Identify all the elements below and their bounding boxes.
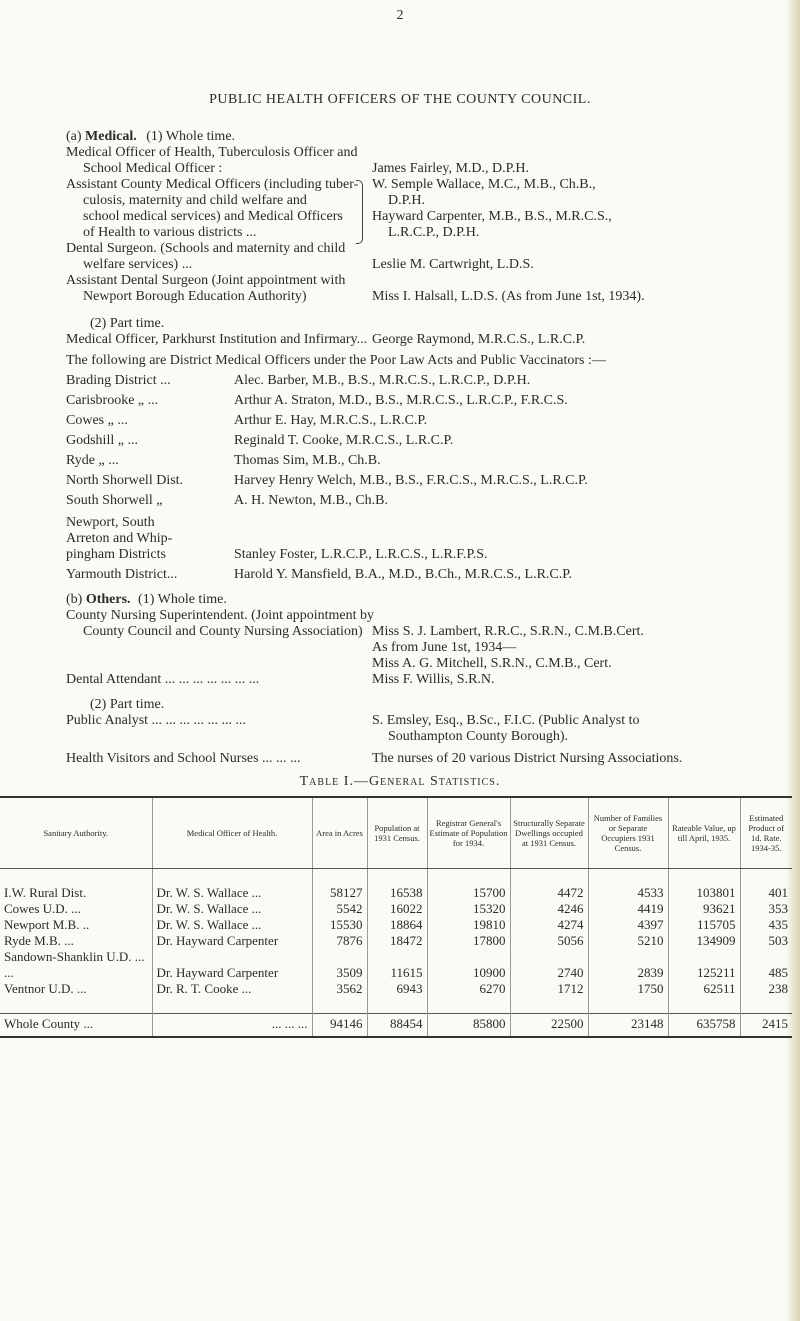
moh-title-line1: Medical Officer of Health, Tuberculosis Officer and (66, 145, 358, 160)
parkhurst-name: George Raymond, M.R.C.S., L.R.C.P. (372, 332, 586, 347)
table-cell: 635758 (668, 1014, 740, 1038)
medical-label: Medical. (85, 129, 137, 144)
yarmouth-district: Yarmouth District... (66, 567, 178, 582)
page-title: PUBLIC HEALTH OFFICERS OF THE COUNTY COUNCIL. (209, 92, 591, 107)
table-cell: 238 (740, 981, 792, 997)
asst-dental-name: Miss I. Halsall, L.D.S. (As from June 1st, 1934). (372, 289, 645, 304)
table-row (0, 917, 792, 933)
page-number: 2 (396, 8, 404, 23)
table-cell: 4274 (510, 917, 588, 933)
dental-title-line2: welfare services) ... (83, 257, 193, 272)
table-cell: Newport M.B. .. (4, 917, 90, 932)
newport-district-line3: pingham Districts (66, 547, 166, 562)
asst-title-line2: culosis, maternity and child welfare and (83, 193, 307, 208)
health-visitors-name: The nurses of 20 various District Nursing Associations. (372, 751, 683, 766)
parkhurst-title: Medical Officer, Parkhurst Institution and Infirmary... (66, 332, 368, 347)
spacer-row (0, 997, 792, 1014)
others-part-time-label: (2) Part time. (90, 697, 165, 712)
table-cell: 435 (740, 917, 792, 933)
section-a-label: (a) (66, 129, 82, 144)
table-title: Table I.—General Statistics. (299, 774, 501, 789)
asst-title-line4: of Health to various districts ... (83, 225, 257, 240)
column-header: Number of Families or Separate Occupiers 1931 Census. (588, 797, 668, 869)
table-cell: 353 (740, 901, 792, 917)
cns-name2: As from June 1st, 1934— (372, 640, 517, 655)
table-cell: 503 (740, 933, 792, 949)
spacer-row (0, 869, 792, 886)
district-name: Godshill „ ... (66, 433, 138, 448)
table-cell: Dr. W. S. Wallace ... (152, 885, 312, 901)
table-cell: 2839 (588, 949, 668, 981)
table-cell: Ryde M.B. ... (4, 933, 74, 948)
asst-dental-line1: Assistant Dental Surgeon (Joint appointment with (66, 273, 346, 288)
table-cell: 125211 (668, 949, 740, 981)
table-row (0, 981, 792, 997)
table-row (0, 901, 792, 917)
table-cell: 88454 (367, 1014, 427, 1038)
table-cell: 1712 (510, 981, 588, 997)
column-header: Area in Acres (312, 797, 367, 869)
general-statistics-table (0, 796, 792, 1038)
table-cell: 485 (740, 949, 792, 981)
section-b-label: (b) (66, 592, 83, 607)
table-row (0, 949, 792, 981)
district-officer: Reginald T. Cooke, M.R.C.S., L.R.C.P. (234, 433, 454, 448)
table-cell: 4533 (588, 885, 668, 901)
dental-attendant-title: Dental Attendant ... ... ... ... ... ... ... (66, 672, 260, 687)
district-officer: A. H. Newton, M.B., Ch.B. (234, 493, 389, 508)
section-b-heading (66, 592, 227, 608)
table-cell: 15320 (427, 901, 510, 917)
moh-name: James Fairley, M.D., D.P.H. (372, 161, 529, 176)
table-cell: 134909 (668, 933, 740, 949)
column-header: Structurally Separate Dwellings occupied at 1931 Census. (510, 797, 588, 869)
table-cell: 85800 (427, 1014, 510, 1038)
column-header: Rateable Value, up till April, 1935. (668, 797, 740, 869)
table-cell: 15530 (312, 917, 367, 933)
table-cell: 10900 (427, 949, 510, 981)
table-cell: Dr. W. S. Wallace ... (152, 917, 312, 933)
column-header: Sanitary Authority. (0, 797, 152, 869)
table-cell: Sandown-Shanklin U.D. ... ... (4, 949, 145, 980)
cns-title-line1: County Nursing Superintendent. (Joint appointment by (66, 608, 374, 623)
table-cell: 3509 (312, 949, 367, 981)
table-row (0, 885, 792, 901)
table-cell: 5210 (588, 933, 668, 949)
asst-title-line3: school medical services) and Medical Officers (83, 209, 343, 224)
district-officer: Alec. Barber, M.B., B.S., M.R.C.S., L.R.C.P., D.P.H. (234, 373, 531, 388)
table-cell: 62511 (668, 981, 740, 997)
whole-time-label: (1) Whole time. (138, 592, 227, 607)
table-cell: Dr. R. T. Cooke ... (152, 981, 312, 997)
column-header: Medical Officer of Health. (152, 797, 312, 869)
part-time-label: (2) Part time. (90, 316, 165, 331)
analyst-name2: Southampton County Borough). (388, 729, 569, 744)
cns-name1: Miss S. J. Lambert, R.R.C., S.R.N., C.M.B.Cert. (372, 624, 644, 639)
table-cell: Dr. Hayward Carpenter (152, 933, 312, 949)
table-cell: 15700 (427, 885, 510, 901)
district-officer: Arthur E. Hay, M.R.C.S., L.R.C.P. (234, 413, 428, 428)
newport-district-line1: Newport, South (66, 515, 155, 530)
cns-title-line2: County Council and County Nursing Association) (83, 624, 363, 639)
asst-name1b: D.P.H. (388, 193, 425, 208)
district-name: Carisbrooke „ ... (66, 393, 159, 408)
table-cell: Ventnor U.D. ... (4, 981, 87, 996)
district-officer: Harvey Henry Welch, M.B., B.S., F.R.C.S., M.R.C.S., L.R.C.P. (234, 473, 588, 488)
table-cell: 18472 (367, 933, 427, 949)
table-cell: ... ... ... (152, 1014, 312, 1038)
table-row (0, 933, 792, 949)
table-cell: Whole County ... (0, 1014, 152, 1038)
column-header: Estimated Product of 1d. Rate. 1934-35. (740, 797, 792, 869)
health-visitors-title: Health Visitors and School Nurses ... ... ... (66, 751, 301, 766)
district-name: Brading District ... (66, 373, 171, 388)
table-cell: 94146 (312, 1014, 367, 1038)
asst-title-line1: Assistant County Medical Officers (including tuber- (66, 177, 359, 192)
yarmouth-officer: Harold Y. Mansfield, B.A., M.D., B.Ch., M.R.C.S., L.R.C.P. (234, 567, 572, 582)
table-cell: 115705 (668, 917, 740, 933)
table-cell: Cowes U.D. ... (4, 901, 81, 916)
table-cell: 1750 (588, 981, 668, 997)
table-cell: 4472 (510, 885, 588, 901)
table-cell: 2740 (510, 949, 588, 981)
district-name: South Shorwell „ (66, 493, 163, 508)
analyst-title: Public Analyst ... ... ... ... ... ... ... (66, 713, 247, 728)
column-header: Population at 1931 Census. (367, 797, 427, 869)
table-cell: 2415 (740, 1014, 792, 1038)
asst-name2b: L.R.C.P., D.P.H. (388, 225, 480, 240)
column-header: Registrar General's Estimate of Population for 1934. (427, 797, 510, 869)
asst-name1a: W. Semple Wallace, M.C., M.B., Ch.B., (372, 177, 596, 192)
newport-district-line2: Arreton and Whip- (66, 531, 173, 546)
page-edge-shadow (786, 0, 800, 1321)
table-cell: 93621 (668, 901, 740, 917)
table-cell: 18864 (367, 917, 427, 933)
table-cell: 4419 (588, 901, 668, 917)
moh-title-line2: School Medical Officer : (83, 161, 223, 176)
district-name: Cowes „ ... (66, 413, 128, 428)
district-name: North Shorwell Dist. (66, 473, 184, 488)
district-intro: The following are District Medical Officers under the Poor Law Acts and Public Vaccinators :— (66, 353, 606, 368)
asst-name2a: Hayward Carpenter, M.B., B.S., M.R.C.S., (372, 209, 612, 224)
newport-officer: Stanley Foster, L.R.C.P., L.R.C.S., L.R.F.P.S. (234, 547, 488, 562)
table-cell: 22500 (510, 1014, 588, 1038)
table-cell: 103801 (668, 885, 740, 901)
table-cell: 7876 (312, 933, 367, 949)
table-cell: 58127 (312, 885, 367, 901)
dental-name: Leslie M. Cartwright, L.D.S. (372, 257, 534, 272)
others-label: Others. (85, 592, 131, 607)
table-cell: 11615 (367, 949, 427, 981)
table-cell: 23148 (588, 1014, 668, 1038)
table-cell: 401 (740, 885, 792, 901)
district-officer: Arthur A. Straton, M.D., B.S., M.R.C.S., L.R.C.P., F.R.C.S. (234, 393, 568, 408)
table-cell: 17800 (427, 933, 510, 949)
dental-title-line1: Dental Surgeon. (Schools and maternity and child (66, 241, 346, 256)
dental-attendant-name: Miss F. Willis, S.R.N. (372, 672, 495, 687)
table-cell: 4397 (588, 917, 668, 933)
section-a-heading (66, 129, 235, 145)
whole-time-label: (1) Whole time. (146, 129, 236, 144)
table-header-row (0, 797, 792, 869)
table-total-row (0, 1014, 792, 1038)
district-name: Ryde „ ... (66, 453, 119, 468)
table-cell: Dr. W. S. Wallace ... (152, 901, 312, 917)
cns-name3: Miss A. G. Mitchell, S.R.N., C.M.B., Cert. (372, 656, 612, 671)
bracket (356, 180, 363, 244)
analyst-name1: S. Emsley, Esq., B.Sc., F.I.C. (Public Analyst to (372, 713, 640, 728)
table-cell: 3562 (312, 981, 367, 997)
table-cell: 6270 (427, 981, 510, 997)
district-officer: Thomas Sim, M.B., Ch.B. (234, 453, 381, 468)
asst-dental-line2: Newport Borough Education Authority) (83, 289, 307, 304)
table-cell: 16022 (367, 901, 427, 917)
table-cell: 6943 (367, 981, 427, 997)
table-cell: 5056 (510, 933, 588, 949)
table-cell: 5542 (312, 901, 367, 917)
table-cell: I.W. Rural Dist. (4, 885, 87, 900)
table-cell: Dr. Hayward Carpenter (152, 949, 312, 981)
table-cell: 16538 (367, 885, 427, 901)
table-cell: 4246 (510, 901, 588, 917)
table-cell: 19810 (427, 917, 510, 933)
